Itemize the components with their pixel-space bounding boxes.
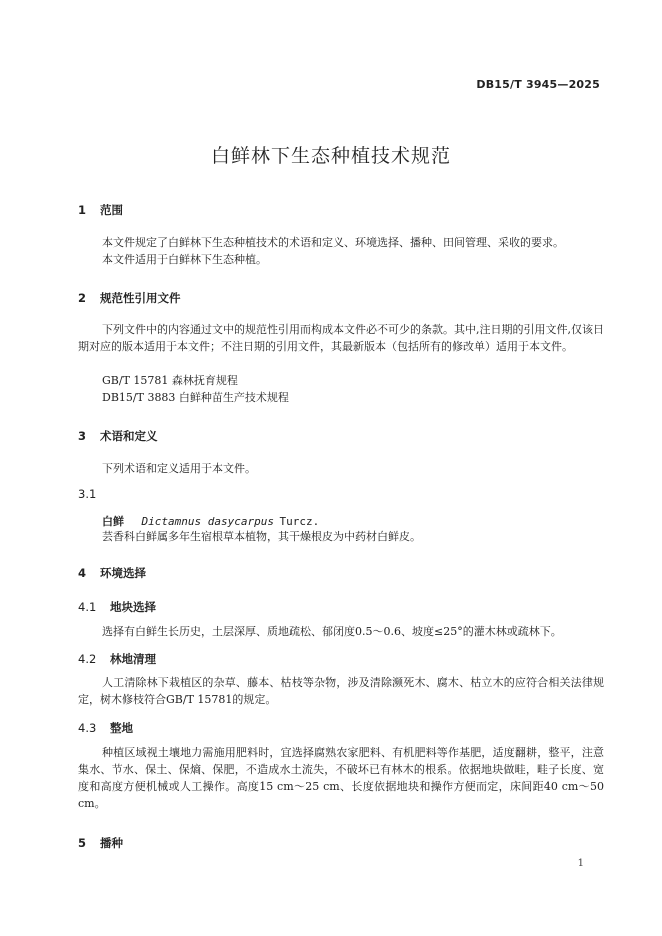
- section-3-heading: [78, 428, 158, 444]
- section-title: 规范性引用文件: [100, 291, 181, 305]
- reference-item: GB/T 15781 森林抚育规程: [102, 374, 238, 387]
- page-number: 1: [577, 858, 584, 869]
- section-number: 4: [78, 566, 87, 580]
- section-5-heading: [78, 835, 123, 851]
- clause-number: 3.1: [78, 487, 97, 501]
- term-name-cn: 白鲜: [102, 515, 124, 528]
- standard-code: DB15/T 3945—2025: [476, 78, 600, 91]
- clause-4-2-text: 人工清除林下栽植区的杂草、藤本、枯枝等杂物，涉及清除濒死木、腐木、枯立木的应符合相关法律规定，树木修枝符合GB/T 15781的规定。: [78, 676, 604, 706]
- clause-4-2-heading: [78, 651, 156, 667]
- clause-4-3-heading: [78, 720, 133, 736]
- terms-intro-paragraph: 下列术语和定义适用于本文件。: [102, 462, 256, 475]
- clause-number: 4.3: [78, 721, 97, 735]
- section-number: 3: [78, 429, 87, 443]
- reference-item: DB15/T 3883 白鲜种苗生产技术规程: [102, 391, 289, 404]
- term-authority: Turcz.: [279, 515, 320, 528]
- term-3-1-number: [78, 487, 96, 501]
- section-title: 范围: [100, 203, 124, 217]
- scope-paragraph-1: 本文件规定了白鲜林下生态种植技术的术语和定义、环境选择、播种、田间管理、采收的要求。: [102, 236, 564, 249]
- clause-title: 整地: [110, 721, 134, 735]
- section-number: 5: [78, 836, 87, 850]
- references-paragraph: 下列文件中的内容通过文中的规范性引用而构成本文件必不可少的条款。其中,注日期的引用文件,仅该日期对应的版本适用于本文件；不注日期的引用文件，其最新版本（包括所有的修改单）适用于本文件。: [78, 323, 604, 353]
- section-4-heading: [78, 565, 146, 581]
- clause-title: 地块选择: [110, 600, 157, 614]
- term-name-latin: Dictamnus dasycarpus: [141, 515, 274, 528]
- clause-4-1-heading: [78, 599, 156, 615]
- section-title: 环境选择: [100, 566, 147, 580]
- clause-number: 4.2: [78, 652, 97, 666]
- section-number: 1: [78, 203, 87, 217]
- scope-paragraph-2: 本文件适用于白鲜林下生态种植。: [102, 253, 267, 266]
- section-1-heading: [78, 202, 123, 218]
- document-title: 白鲜林下生态种植技术规范: [210, 145, 451, 167]
- clause-number: 4.1: [78, 600, 97, 614]
- section-title: 播种: [100, 836, 124, 850]
- section-2-heading: [78, 290, 181, 306]
- clause-4-1-text: 选择有白鲜生长历史，土层深厚、质地疏松、郁闭度0.5～0.6、坡度≤25°的灌木林或疏林下。: [102, 625, 562, 638]
- term-entry: [102, 513, 319, 529]
- section-number: 2: [78, 291, 87, 305]
- section-title: 术语和定义: [100, 429, 158, 443]
- clause-4-3-text: 种植区域视土壤地力需施用肥料时，宜选择腐熟农家肥料、有机肥料等作基肥，适度翻耕，整平，注意集水、节水、保土、保熵、保肥，不造成水土流失，不破坏已有林木的根系。依据地块做畦，畦子长度、宽度和高度方便机械或人工操作。高度15 cm～25 cm、长度依据地块和操作方便而定，床间距40 cm～50 cm。: [78, 746, 604, 810]
- clause-title: 林地清理: [110, 652, 157, 666]
- term-definition: 芸香科白鲜属多年生宿根草本植物，其干燥根皮为中药材白鲜皮。: [102, 530, 421, 543]
